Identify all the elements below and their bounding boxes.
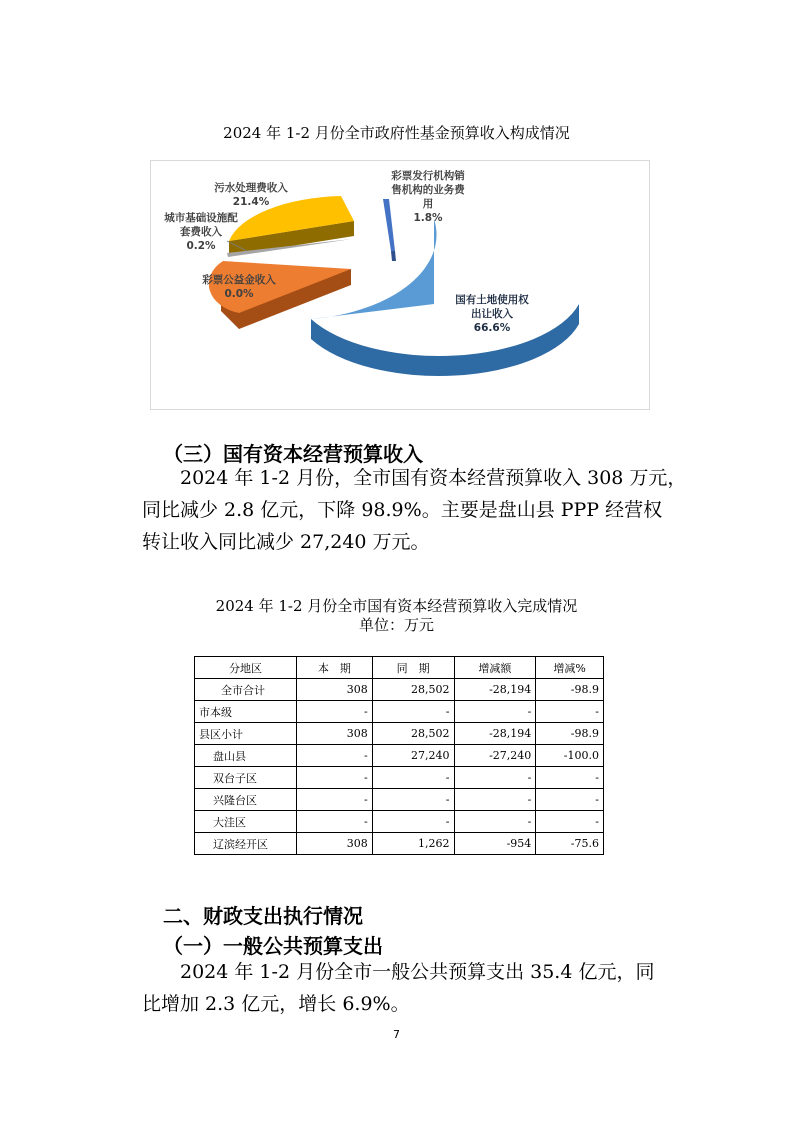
section-heading-expenditure: 二、财政支出执行情况 [163, 904, 363, 928]
section-heading-state-capital: （三）国有资本经营预算收入 [163, 442, 423, 466]
table-row [195, 789, 604, 811]
slice-issuer-side [391, 251, 396, 261]
cell: -28,194 [454, 723, 536, 745]
slice-label-infra [149, 211, 253, 253]
col-header: 增减% [536, 657, 604, 679]
slice-label-land [437, 293, 547, 335]
cell-region: 县区小计 [195, 723, 297, 745]
cell: - [296, 811, 372, 833]
cell: - [296, 789, 372, 811]
cell-region: 兴隆台区 [195, 789, 297, 811]
label-lottery-pct: 0.0% [224, 288, 254, 300]
label-land-name-2: 出让收入 [471, 308, 513, 320]
col-header: 分地区 [195, 657, 297, 679]
label-issuer-name-3: 用 [422, 198, 434, 210]
label-infra-name-2: 套费收入 [180, 226, 222, 238]
para-line: 同比减少 2.8 亿元，下降 98.9%。主要是盘山县 PPP 经营权 [142, 499, 663, 521]
para-line: 转让收入同比减少 27,240 万元。 [142, 531, 430, 553]
cell: - [296, 767, 372, 789]
label-lottery-name: 彩票公益金收入 [202, 274, 276, 286]
section3-paragraph [142, 462, 702, 558]
cell: - [454, 701, 536, 723]
cell-region: 全市合计 [195, 679, 297, 701]
table-row [195, 745, 604, 767]
table-row [195, 701, 604, 723]
cell: - [536, 701, 604, 723]
label-land-pct: 66.6% [473, 322, 511, 334]
table-header-row [195, 657, 604, 679]
slice-label-issuer [373, 169, 483, 225]
cell-region: 盘山县 [195, 745, 297, 767]
cell: - [372, 767, 454, 789]
cell: -27,240 [454, 745, 536, 767]
cell: 28,502 [372, 679, 454, 701]
cell-region: 辽滨经开区 [195, 833, 297, 855]
table-row [195, 723, 604, 745]
table-title: 2024 年 1-2 月份全市国有资本经营预算收入完成情况 [215, 597, 578, 615]
label-issuer-pct: 1.8% [413, 212, 443, 224]
cell: - [372, 789, 454, 811]
cell: 308 [296, 833, 372, 855]
cell: 308 [296, 679, 372, 701]
para-line: 比增加 2.3 亿元，增长 6.9%。 [142, 993, 410, 1015]
col-header: 增减额 [454, 657, 536, 679]
label-sewage-name: 污水处理费收入 [214, 182, 288, 194]
table-row [195, 679, 604, 701]
cell: - [296, 745, 372, 767]
table-unit: 单位：万元 [358, 616, 434, 634]
para-line: 2024 年 1-2 月份，全市国有资本经营预算收入 308 万元， [180, 467, 687, 489]
page-number: 7 [393, 1028, 400, 1041]
cell: -100.0 [536, 745, 604, 767]
pie-chart [150, 160, 650, 410]
cell: 28,502 [372, 723, 454, 745]
cell: -954 [454, 833, 536, 855]
cell: - [536, 767, 604, 789]
cell: 27,240 [372, 745, 454, 767]
cell: - [454, 811, 536, 833]
cell: - [536, 789, 604, 811]
cell: - [372, 701, 454, 723]
table-row [195, 767, 604, 789]
revenue-table [194, 656, 604, 855]
label-sewage-pct: 21.4% [232, 196, 270, 208]
cell: -28,194 [454, 679, 536, 701]
cell: - [454, 789, 536, 811]
cell-region: 大洼区 [195, 811, 297, 833]
label-land-name-1: 国有土地使用权 [455, 294, 529, 306]
cell: -98.9 [536, 679, 604, 701]
cell: - [296, 701, 372, 723]
subsection-heading-general-budget: （一）一般公共预算支出 [163, 934, 383, 958]
cell: - [454, 767, 536, 789]
label-infra-pct: 0.2% [186, 240, 216, 252]
cell-region: 双台子区 [195, 767, 297, 789]
slice-label-lottery [189, 273, 289, 301]
section-two-paragraph [142, 956, 702, 1020]
col-header: 本 期 [296, 657, 372, 679]
cell: - [536, 811, 604, 833]
chart-title: 2024 年 1-2 月份全市政府性基金预算收入构成情况 [223, 124, 570, 142]
table-row [195, 833, 604, 855]
slice-label-sewage [191, 181, 311, 209]
cell: 308 [296, 723, 372, 745]
cell: -75.6 [536, 833, 604, 855]
col-header: 同 期 [372, 657, 454, 679]
label-issuer-name-2: 售机构的业务费 [391, 184, 465, 196]
label-issuer-name-1: 彩票发行机构销 [391, 170, 465, 182]
cell-region: 市本级 [195, 701, 297, 723]
label-infra-name-1: 城市基础设施配 [164, 212, 238, 224]
table-row [195, 811, 604, 833]
para-line: 2024 年 1-2 月份全市一般公共预算支出 35.4 亿元，同 [180, 961, 655, 983]
cell: -98.9 [536, 723, 604, 745]
cell: 1,262 [372, 833, 454, 855]
cell: - [372, 811, 454, 833]
